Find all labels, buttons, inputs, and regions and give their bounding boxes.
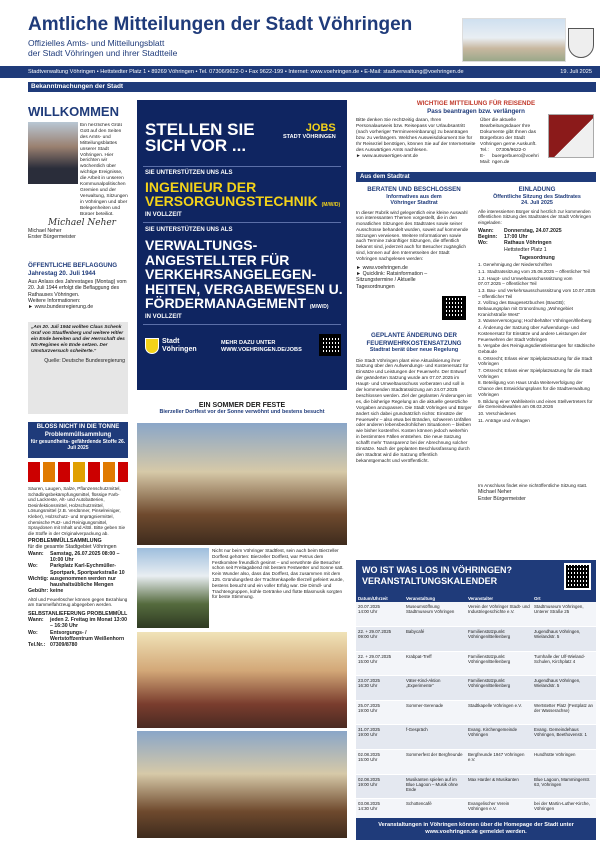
issue-date: 19. Juli 2025 [560,69,592,75]
quote-text: „Am 20. Juli 1944 wollten Claus Schenk Graf von Stauffenberg und weitere Hitler ein Ende bereiten und der Herrschaft des NS-Regimes ein Ende setzen. Der Umsturzversuch scheiterte.“ [31,325,125,354]
agenda-item: 3. Wasserversorgung; Hochbehälter Vöhringen/Illerberg [478,318,592,324]
town-photo [462,18,566,62]
einladung-wo: Wo: Rathaus Vöhringen [478,240,552,247]
agenda-item: 7. Ortsrecht; Erlass einer Spielplatzsatzung für die Stadt Vöhringen [478,368,593,379]
jobs-qr-icon[interactable] [319,334,341,356]
einladung-foot: Im Anschluss findet eine nichtöffentliche Sitzung statt. [478,483,588,489]
signature-block [28,218,128,241]
beflaggung-text: Aus Anlass des Jahrestages (Montag) vom 20. Juli 1944 erfolgt die Beflaggung des Rathauses Vöhringen. [28,279,127,298]
jobs-advert [137,100,347,390]
reise-text-left: Bitte denken Sie rechtzeitig daran, Ihren Personalausweis bzw. Reisepass vor Urlaubsantritt (nach vorheriger Terminvereinbarung) zu beantragen bzw. zu verlängern. Welches Ausweisdokument Sie für Ihr Reiseziel benötigen, können Sie auf der Internetseite des Auswärtigen Amts nachlesen. ► www.auswaertiges-amt.de [356,118,476,159]
calendar-cell: Evang. Kirchengemeinde Vöhringen [466,725,532,750]
einladung-sig-name: Michael Neher [478,489,512,496]
calendar-cell: Krabpat-Treff [404,651,466,676]
beraten-text: In dieser Rubrik wird gelegentlich eine kleine Auswahl von interessanten Themen vorgestellt, die in den monatlichen Sitzungen des Stadtrates sowie seiner Ausschüsse behandelt wurden, soweit auf kommende Sitzungen verwiesen. Weitere Informationen sowie auch Termine zukünftiger Sitzungen, die öffentlich bekannt sind, jederzeit auch für Besucher zugänglich sind, können auf den Internetseiten der Stadt Vöhringen nachgelesen werden: [356,209,469,261]
calendar-cell: Sommer-Serenade [404,700,466,725]
selbst-wann-row: Wann: jeden 2. Freitag im Monat 13:00 – 16:30 Uhr [28,616,127,630]
jobs-headline: STELLEN SIE SICH VOR ... [145,120,255,155]
calendar-cell: Familienstützpunkt Vöhringen/Bellenberg [466,627,532,652]
calendar-row [356,602,596,627]
einladung-sub-1: Öffentliche Sitzung des Stadtrates [493,193,581,200]
stadt-brand: Stadt Vöhringen [145,338,197,354]
quote-box [28,322,128,414]
calendar-column-header: Veranstaltung [404,594,466,602]
contact-address: Stadtverwaltung Vöhringen • Hettstedter Platz 1 • 89269 Vöhringen • Tel. 07306/9622-0 • Fax 9622-199 • Internet: www.voehringen.de • E-Mail: stadtverwaltung@voehringen.de [28,69,464,75]
beraten-path: ► Quicklink: Ratsinformation – Sitzungstermine / Aktuelle Tagesordnungen [356,270,428,290]
welcome-text: Ein herzliches Grüß Gott auf den Seiten des Amts- und Mitteilungsblattes unserer Stadt Vöhringen. Hier berichten wir wöchentlich über wichtige Ereignisse, die Arbeit in unseren Kommunalpolitischen Gremien und der Verwaltung, Sitzungen in Vöhringen und über Belegenheiten und Bürger beteiligt, [80,123,128,215]
calendar-foot-1: Veranstaltungen in Vöhringen können über die Homepage der Stadt unter [378,822,574,828]
calendar-cell: Musikanten spielen auf im Blue Lagoon – Musik ohne Ende [404,774,466,799]
calendar-cell: 20.07.2025 14:00 Uhr [356,602,404,627]
beraten-title: BERATEN UND BESCHLOSSEN [367,186,461,193]
agenda-item: 6. Ortsrecht; Erlass einer Spielplatzsatzung für die Stadt Vöhringen [478,355,593,367]
einladung-title: EINLADUNG [518,186,556,193]
reise-notice [356,100,596,115]
agenda-item: 8. Beteiligung von Haus Unda Weiterverfolgung der Chance des Entwicklungsplans für die Stadtverwaltung Vöhringen [478,380,590,397]
calendar-cell: Sommerfest der Bergfreunde [404,750,466,775]
calendar-cell: Stadtkapelle Vöhringen e.V. [466,700,532,725]
feuerwehr-subtitle: Stadtrat berät über neue Regelung [369,347,459,353]
jobs-more[interactable]: MEHR DAZU UNTER WWW.VOEHRINGEN.DE/JOBS [221,340,302,353]
agenda-item: 2. Vollzug des Baugesetzbuches (BauGB); Bebauungsplan mit Grünordnung „Wohngebiet Kranichstraße West“ [478,300,573,317]
calendar-qr-icon[interactable] [564,563,591,590]
calendar-cell: Turnhalle der Ulf-Wieland-Schulen, Kirchplatz 4 [532,651,596,676]
calendar-cell: Hundhütte Vöhringen [532,750,596,775]
agenda-item: 5. Vergabe des Reinigungsdienstleistungen für städtische Gebäude [478,343,595,354]
job-mode-1: IN VOLLZEIT [145,212,182,218]
einladung-wo-2: Hettstedter Platz 1 [504,246,547,253]
bin-banner [28,422,128,458]
calendar-row [356,627,596,652]
agenda-list [478,261,596,483]
calendar-cell: Schottencafé [404,799,466,824]
sommer-heading [137,402,347,417]
calendar-cell: 22. + 29.07.2025 09:00 Uhr [356,627,404,652]
signature-role: Erster Bürgermeister [28,234,76,241]
calendar-cell: Familienstützpunkt Vöhringen/Bellenberg [466,651,532,676]
agenda-item: 1.3. Bau- und Verkehrsausschusssitzung vom 10.07.2025 – öffentlicher Teil [478,287,596,299]
contact-bar [0,66,600,78]
sammlung-heading: PROBLEMMÜLLSAMMLUNG [28,538,102,545]
calendar-cell: Evang. Gemeindehaus Vöhringen, Beethovenstr. 1 [532,725,596,750]
beraten-block [356,186,472,290]
welcome-title: WILLKOMMEN [28,104,119,119]
wo-row: Wo: Parkplatz Karl-Eychmüller-Sportpark, Sportparkstraße 10 [28,563,125,576]
job-mode-2: IN VOLLZEIT [145,314,182,320]
agenda-item: 9. Bildung einer Wahlleiterin und eines Stellvertreters für die Gemeindewahlen am 08.03.2026 [478,398,593,410]
calendar-footer [356,818,596,840]
bin-line-1: BLOSS NICHT IN DIE TONNE [36,424,120,430]
agenda-item: 1. Genehmigung der Niederschriften [478,262,553,268]
masthead-subtitle-1: Offizielles Amts- und Mitteilungsblatt [28,38,165,48]
bin-line-3: für gesundheits- gefährdende Stoffe 26. Juli 2025 [30,439,126,451]
sommer-text: Nicht nur beim Vöhringer Stadtfest, sein auch beim Bierzeller Dorffest gehörten: Bierzeller Dorffest, war Petrus dem Festkomitee freundlich gesinnt – und verwöhnte die Besucher schon seit Freitagabend mit bestem Festwetter und Sonne satt. Kein Wunder also, dass das Dorffest, das zusammen mit dem 125. Gründungsfest der Trachtenkapelle Illerzell gefeiert wurde, bestens besucht und ein voller Erfolg war. Die Dirndl- und Trachtengruppen, kühle Getränke und flotte Blasmusik sorgten für beste Stimmung. [212,548,344,600]
signature-name: Michael Neher [28,228,62,234]
calendar-cell: 31.07.2025 19:00 Uhr [356,725,404,750]
einladung-block [478,186,596,502]
festival-photo-2 [137,548,209,628]
jobs-sub-2: SIE UNTERSTÜTZEN UNS ALS [145,227,233,233]
calendar-cell: Jugendhaus Vöhringen, Wielandstr. 5 [532,676,596,701]
coat-of-arms-icon [568,28,594,58]
tagesordnung-heading: Tagesordnung [519,254,555,261]
calendar-cell: Evangelischer Verein Vöhringen e.V. [466,799,532,824]
bin-foot: Altöl und Feuerlöscher können gegen Bezahlung am Sammelfahrzeug abgegeben werden. [28,596,128,608]
gebuehr-row: Gebühr: keine [28,588,64,595]
calendar-title: WO IST WAS LOS IN VÖHRINGEN? VERANSTALTUNGSKALENDER [362,565,513,586]
masthead-subtitle [28,38,328,58]
sommer-title: EIN SOMMER DER FESTE [198,402,286,409]
mayor-portrait [28,122,78,184]
reise-subtitle: Pass beantragen bzw. verlängern [427,107,525,115]
bin-line-2: Problemmüllsammlung [44,431,112,438]
festival-photo-3 [137,632,347,728]
beflaggung-date: Jahrestag 20. Juli 1944 [28,269,96,277]
beflaggung-more: Weitere Informationen: [28,297,81,304]
masthead [0,0,600,66]
calendar-cell: Väter-Kind-Aktion „Experimente“ [404,676,466,701]
calendar-row [356,750,596,775]
ratsinfo-qr-icon[interactable] [442,296,466,320]
einladung-intro: Alle interessierten Bürger sind herzlich zur kommenden öffentlichen Sitzung des Stadtrates der Stadt Vöhringen eingeladen: [478,208,592,225]
stadtrat-bar: Aus dem Stadtrat [356,172,596,182]
calendar-column-header: Ort [532,594,596,602]
hazard-symbols-icon [28,462,128,482]
agenda-item: 1.2. Haupt- und Umweltausschusssitzung vom 07.07.2025 – öffentlicher Teil [478,275,573,287]
reise-text-right: Über die aktuelle Bearbeitungsdauer Ihre Dokumente gibt Ihnen das Bürgerbüro der Stadt Vöhringen gerne Auskunft. Tel.: 07306/9622-0 E-Mail: buergerbuero@voehringen.de [480,118,539,165]
masthead-subtitle-2: der Stadt Vöhringen und ihrer Stadtteile [28,48,178,58]
calendar-row [356,651,596,676]
selbst-wo-row: Wo: Entsorgungs- / Wertstoffzentrum Weißenhorn [28,629,125,642]
calendar-cell: 23.07.2025 16:30 Uhr [356,676,404,701]
jobs-logo: JOBS STADT VÖHRINGEN [283,122,336,140]
masthead-title: Amtliche Mitteilungen der Stadt Vöhringen [28,14,413,35]
calendar-header [356,560,596,594]
quote-source: Quelle: Deutsche Bundesregierung [44,358,125,364]
calendar-cell: Babycafé [404,627,466,652]
beflaggung-link[interactable]: ► www.bundesregierung.de [28,304,94,311]
selbst-heading: SELBSTANLIEFERUNG PROBLEMMÜLL [28,610,128,617]
agenda-item: 11. Anträge und Anfragen [478,417,530,423]
job-role-1: INGENIEUR DER VERSORGUNGSTECHNIK (M/W/D) [145,179,341,209]
calendar-table [356,594,596,824]
calendar-cell: Stadtmuseum Vöhringen, Unterer Straße 25 [532,602,596,627]
passport-icon [548,114,594,158]
festival-photo-4 [137,731,347,838]
agenda-item: 10. Verschiedenes [478,410,516,416]
calendar-cell: 03.08.2025 14:30 Uhr [356,799,404,824]
calendar-row [356,725,596,750]
crest-icon [145,338,159,354]
jobs-sub-1: SIE UNTERSTÜTZEN UNS ALS [145,170,233,176]
calendar-cell: Verein der Vöhringer Stadt- und Industriegeschichte e.V. [466,602,532,627]
reise-title: WICHTIGE MITTEILUNG FÜR REISENDE [416,100,536,107]
wichtig-row: Wichtig: ausgenommen werden nur haushaltsübliche Mengen [28,575,117,589]
sommer-subtitle: Bierzeller Dorffest vor der Sonne verwöhnt und bestens besucht [159,409,325,415]
calendar-row [356,774,596,799]
problemmuell-block [28,486,128,648]
calendar-cell: bei der Martin-Luther-Kirche, Vöhringen [532,799,596,824]
beraten-sub-1: Informatives aus dem [386,193,442,200]
tel-row: Tel.Nr.: 07309/8780 [28,642,78,649]
beflaggung-title: ÖFFENTLICHE BEFLAGGUNG [28,262,118,269]
beflaggung-box [28,262,128,310]
calendar-cell: 25.07.2025 19:00 Uhr [356,700,404,725]
calendar-cell: Blue Lagoon, Mammingerstr. 63, Vöhringen [532,774,596,799]
calendar-cell: 02.08.2025 19:00 Uhr [356,774,404,799]
calendar-cell: Jugendhaus Vöhringen, Wielandstr. 5 [532,627,596,652]
agenda-item: 4. Änderung der Satzung über Aufwendungs- und Kostenersatz für Einsätze und andere Leistungen der Feuerwehren der Stadt Vöhringen [478,325,587,342]
calendar-foot-2[interactable]: www.voehringen.de gemeldet werden. [425,829,527,835]
calendar-cell: 22. + 29.07.2025 15:00 Uhr [356,651,404,676]
calendar-cell: Max Harder & Musikanten [466,774,532,799]
wann-row: Wann: Samstag, 26.07.2025 08:00 – 10:00 Uhr [28,550,120,563]
job-role-2: VERWALTUNGS- ANGESTELLTER FÜR VERKEHRSANGELEGEN- HEITEN, VERGABEWESEN U. FÖRDERMANAGEMENT (M/W/D) [145,237,343,311]
section-bar: Bekanntmachungen der Stadt [28,82,596,92]
beraten-link[interactable]: ► www.voehringen.de [356,264,408,271]
calendar-cell: f-Gespräch [404,725,466,750]
feuerwehr-title: GEPLANTE ÄNDERUNG DER FEUERWEHRKOSTENSATZUNG [366,332,462,347]
calendar-row [356,676,596,701]
einladung-beginn: Beginn: 17:00 Uhr [478,233,528,240]
einladung-wann: Wann: Donnerstag, 24.07.2025 [478,227,562,234]
calendar-cell: Familienstützpunkt Vöhringen/Bellenberg [466,676,532,701]
calendar-column-header: Datum/Uhrzeit [356,594,404,602]
beflaggung-link-text[interactable]: www.bundesregierung.de [34,304,94,311]
einladung-sub-2: 24. Juli 2025 [521,200,553,206]
calendar-row [356,700,596,725]
calendar-cell: Wertstetter Platz (Festplatz an der Wasserachse) [532,700,596,725]
sammlung-sub: für die gesamte Stadtgebiet Vöhringen [28,544,117,551]
bin-text: Säuren, Laugen, Salze, Pflanzenschutzmittel, Schädlingsbekämpfungsmittel, flüssige Farb- und Lackreste, Alt- und Autobatterien, Desinfektionsmittel, Holzschutzmittel, Lösungsmittel (z.B. Verdünner, Pinselreiniger, Kleber), Holzschutz- und Imprägniermittel, chemische Putz- und Reinigungsmittel, Spraydosen mit Inhalt und Altöl. Bitte geben Sie die Stoffe in der Originalverpackung ab. [28,486,126,536]
signature-scribble: Michael Neher [48,218,116,228]
beraten-sub-2: Vöhringer Stadtrat [390,200,438,206]
festival-photo-1 [137,423,347,545]
reise-link[interactable]: ► www.auswaertiges-amt.de [356,154,419,159]
calendar-cell: Museumsöffnung Stadtmuseum Vöhringen [404,602,466,627]
agenda-item: 1.1. Stadtratssitzung vom 25.06.2025 – öffentlicher Teil [478,268,590,274]
calendar-column-header: Veranstalter [466,594,532,602]
feuerwehr-text: Die Stadt Vöhringen plant eine Aktualisierung ihrer Satzung über den Aufwendungs- und Kostenersatz für Einsätze und Leistungen der Feuerwehr. Der Entwurf der geänderten Satzung wurde am 07.07.2025 im Haupt- und Umweltausschuss vorberaten und soll in der kommenden Stadtratssitzung am 24.07.2025 beschlossen werden. Ziel der geplanten Änderungen ist es, die bisherige Regelung an die aktuelle gesetzliche Vorgaben anzupassen. Die Stadt Vöhringen und Bürger ändert sich dabei grundsätzlich nichts: Einsätze der Feuerwehr – also etwa bei Bränden, schweren Unfällen oder anderen lebensbedrohlichen Situationen – bleiben wie bisher kostenfrei. Kosten können jedoch weiterhin in bestimmten Fällen entstehen. Die neue Satzung schafft mehr Transparenz bei der Abrechnung solcher Einsätze. Nach der geplanten Beschlussfassung durch den Stadtrat wird die Satzung öffentlich bekanntgemacht und veröffentlicht. [356,357,472,463]
calendar-cell: Bergfreunde 1947 Vöhringen e.V. [466,750,532,775]
calendar-cell: 02.08.2025 15:00 Uhr [356,750,404,775]
einladung-sig-role: Erster Bürgermeister [478,495,526,502]
feuerwehr-block [356,332,472,544]
